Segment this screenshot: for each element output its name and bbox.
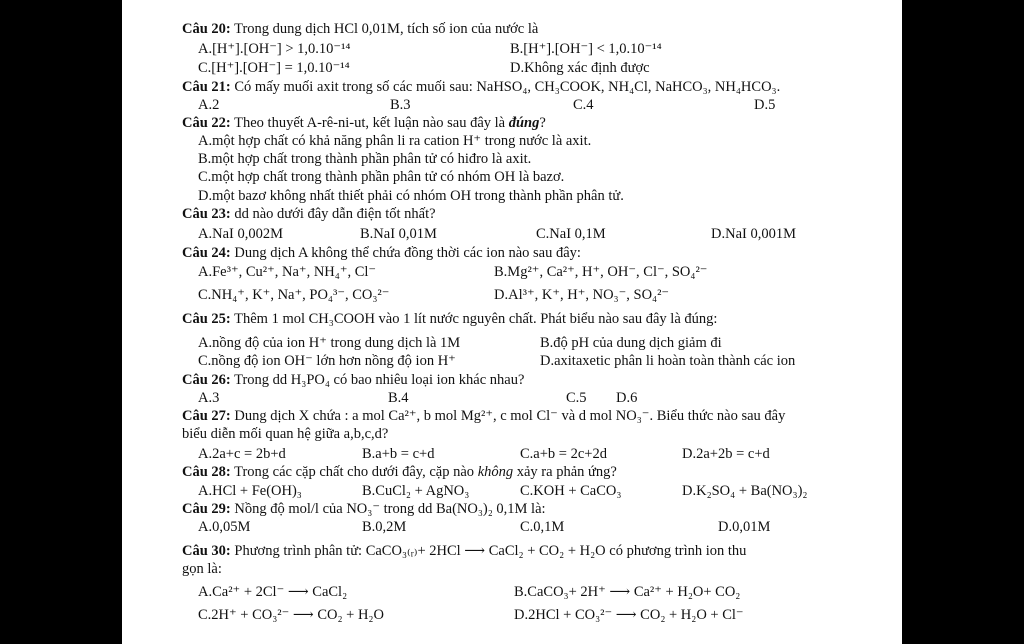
option-d: D.NaI 0,001M — [711, 226, 796, 242]
option-b: B.3 — [390, 97, 411, 113]
option-c: C.[H⁺].[OH⁻] = 1,0.10⁻¹⁴ — [198, 60, 350, 76]
question-text-end: xảy ra phản ứng? — [513, 464, 617, 480]
question-text: Thêm 1 mol CH₃COOH vào 1 lít nước nguyên chất. Phát biểu nào sau đây là đúng: — [234, 311, 718, 327]
option-d: D.2a+2b = c+d — [682, 446, 770, 462]
option-c: C.4 — [573, 97, 594, 113]
question-number: Câu 22: — [182, 115, 231, 131]
option-c: C.nồng độ ion OH⁻ lớn hơn nồng độ ion H⁺ — [198, 353, 456, 369]
option-c: C.KOH + CaCO₃ — [520, 483, 622, 499]
option-a: A.3 — [198, 390, 220, 406]
option-b: B.4 — [388, 390, 409, 406]
option-d: D.một bazơ không nhất thiết phải có nhóm OH trong thành phần phân tử. — [198, 188, 624, 204]
option-b: B.[H⁺].[OH⁻] < 1,0.10⁻¹⁴ — [510, 41, 662, 57]
option-a: A.một hợp chất có khả năng phân li ra cation H⁺ trong nước là axit. — [198, 133, 592, 149]
question-26 — [182, 371, 524, 389]
question-29 — [182, 500, 546, 518]
option-c: C.NH₄⁺, K⁺, Na⁺, PO₄³⁻, CO₃²⁻ — [198, 287, 390, 303]
option-b: B.CaCO₃+ 2H⁺ ⟶ Ca²⁺ + H₂O+ CO₂ — [514, 584, 741, 600]
question-number: Câu 20: — [182, 21, 231, 37]
question-27 — [182, 407, 785, 425]
option-b: B.Mg²⁺, Ca²⁺, H⁺, OH⁻, Cl⁻, SO₄²⁻ — [494, 264, 708, 280]
option-b: B.một hợp chất trong thành phần phân tử có hiđro là axit. — [198, 151, 532, 167]
option-c: C.2H⁺ + CO₃²⁻ ⟶ CO₂ + H₂O — [198, 607, 384, 623]
question-emphasis: không — [477, 464, 514, 480]
question-number: Câu 23: — [182, 206, 231, 222]
option-d: D.Không xác định được — [510, 60, 650, 76]
question-number: Câu 28: — [182, 464, 231, 480]
question-23 — [182, 205, 436, 223]
question-27-continuation: biểu diễn mối quan hệ giữa a,b,c,d? — [182, 426, 389, 442]
question-number: Câu 21: — [182, 79, 231, 95]
option-a: A.[H⁺].[OH⁻] > 1,0.10⁻¹⁴ — [198, 41, 351, 57]
option-b: B.0,2M — [362, 519, 407, 535]
question-number: Câu 24: — [182, 245, 231, 261]
question-text: dd nào dưới đây dẫn điện tốt nhất? — [234, 206, 436, 222]
question-text: Trong dung dịch HCl 0,01M, tích số ion của nước là — [234, 21, 539, 37]
option-a: A.NaI 0,002M — [198, 226, 283, 242]
question-number: Câu 27: — [182, 408, 231, 424]
question-text-end: ? — [539, 115, 546, 131]
question-20 — [182, 20, 538, 38]
option-d: D.2HCl + CO₃²⁻ ⟶ CO₂ + H₂O + Cl⁻ — [514, 607, 744, 623]
question-text: Phương trình phân tử: CaCO₃₍ᵣ₎+ 2HCl ⟶ CaCl₂ + CO₂ + H₂O có phương trình ion thu — [234, 543, 747, 559]
question-24 — [182, 244, 581, 262]
question-text: Trong các cặp chất cho dưới đây, cặp nào — [234, 464, 478, 480]
question-25 — [182, 310, 717, 328]
question-30 — [182, 542, 746, 560]
option-d: D.5 — [754, 97, 776, 113]
question-22 — [182, 114, 546, 132]
question-number: Câu 26: — [182, 372, 231, 388]
option-a: A.2 — [198, 97, 220, 113]
question-text: Có mấy muối axit trong số các muối sau: NaHSO₄, CH₃COOK, NH₄Cl, NaHCO₃, NH₄HCO₃. — [234, 79, 781, 95]
question-30-continuation: gọn là: — [182, 561, 222, 577]
option-b: B.CuCl₂ + AgNO₃ — [362, 483, 470, 499]
question-emphasis: đúng — [508, 115, 540, 131]
question-number: Câu 25: — [182, 311, 231, 327]
option-c: C.a+b = 2c+2d — [520, 446, 607, 462]
option-a: A.Ca²⁺ + 2Cl⁻ ⟶ CaCl₂ — [198, 584, 348, 600]
question-text: Nồng độ mol/l của NO₃⁻ trong dd Ba(NO₃)₂ 0,1M là: — [234, 501, 546, 517]
option-c: C.5 — [566, 390, 587, 406]
question-number: Câu 29: — [182, 501, 231, 517]
question-28 — [182, 463, 617, 481]
question-21 — [182, 78, 780, 96]
question-text: Dung dịch A không thể chứa đồng thời các ion nào sau đây: — [234, 245, 581, 261]
option-a: A.Fe³⁺, Cu²⁺, Na⁺, NH₄⁺, Cl⁻ — [198, 264, 377, 280]
option-d: D.Al³⁺, K⁺, H⁺, NO₃⁻, SO₄²⁻ — [494, 287, 670, 303]
option-b: B.NaI 0,01M — [360, 226, 437, 242]
option-c: C.một hợp chất trong thành phần phân tử có nhóm OH là bazơ. — [198, 169, 565, 185]
option-a: A.2a+c = 2b+d — [198, 446, 286, 462]
question-number: Câu 30: — [182, 543, 231, 559]
option-a: A.0,05M — [198, 519, 251, 535]
option-d: D.6 — [616, 390, 638, 406]
option-c: C.NaI 0,1M — [536, 226, 606, 242]
option-d: D.0,01M — [718, 519, 771, 535]
option-c: C.0,1M — [520, 519, 565, 535]
question-text: Trong dd H₃PO₄ có bao nhiêu loại ion khác nhau? — [234, 372, 525, 388]
document-page — [122, 0, 902, 644]
option-b: B.a+b = c+d — [362, 446, 435, 462]
question-text: Dung dịch X chứa : a mol Ca²⁺, b mol Mg²⁺, c mol Cl⁻ và d mol NO₃⁻. Biểu thức nào sau đây — [234, 408, 786, 424]
option-a: A.nồng độ của ion H⁺ trong dung dịch là 1M — [198, 335, 461, 351]
question-text: Theo thuyết A-rê-ni-ut, kết luận nào sau đây là — [234, 115, 509, 131]
option-d: D.K₂SO₄ + Ba(NO₃)₂ — [682, 483, 808, 499]
option-d: D.axitaxetic phân li hoàn toàn thành các ion — [540, 353, 796, 369]
option-a: A.HCl + Fe(OH)₃ — [198, 483, 302, 499]
option-b: B.độ pH của dung dịch giảm đi — [540, 335, 722, 351]
